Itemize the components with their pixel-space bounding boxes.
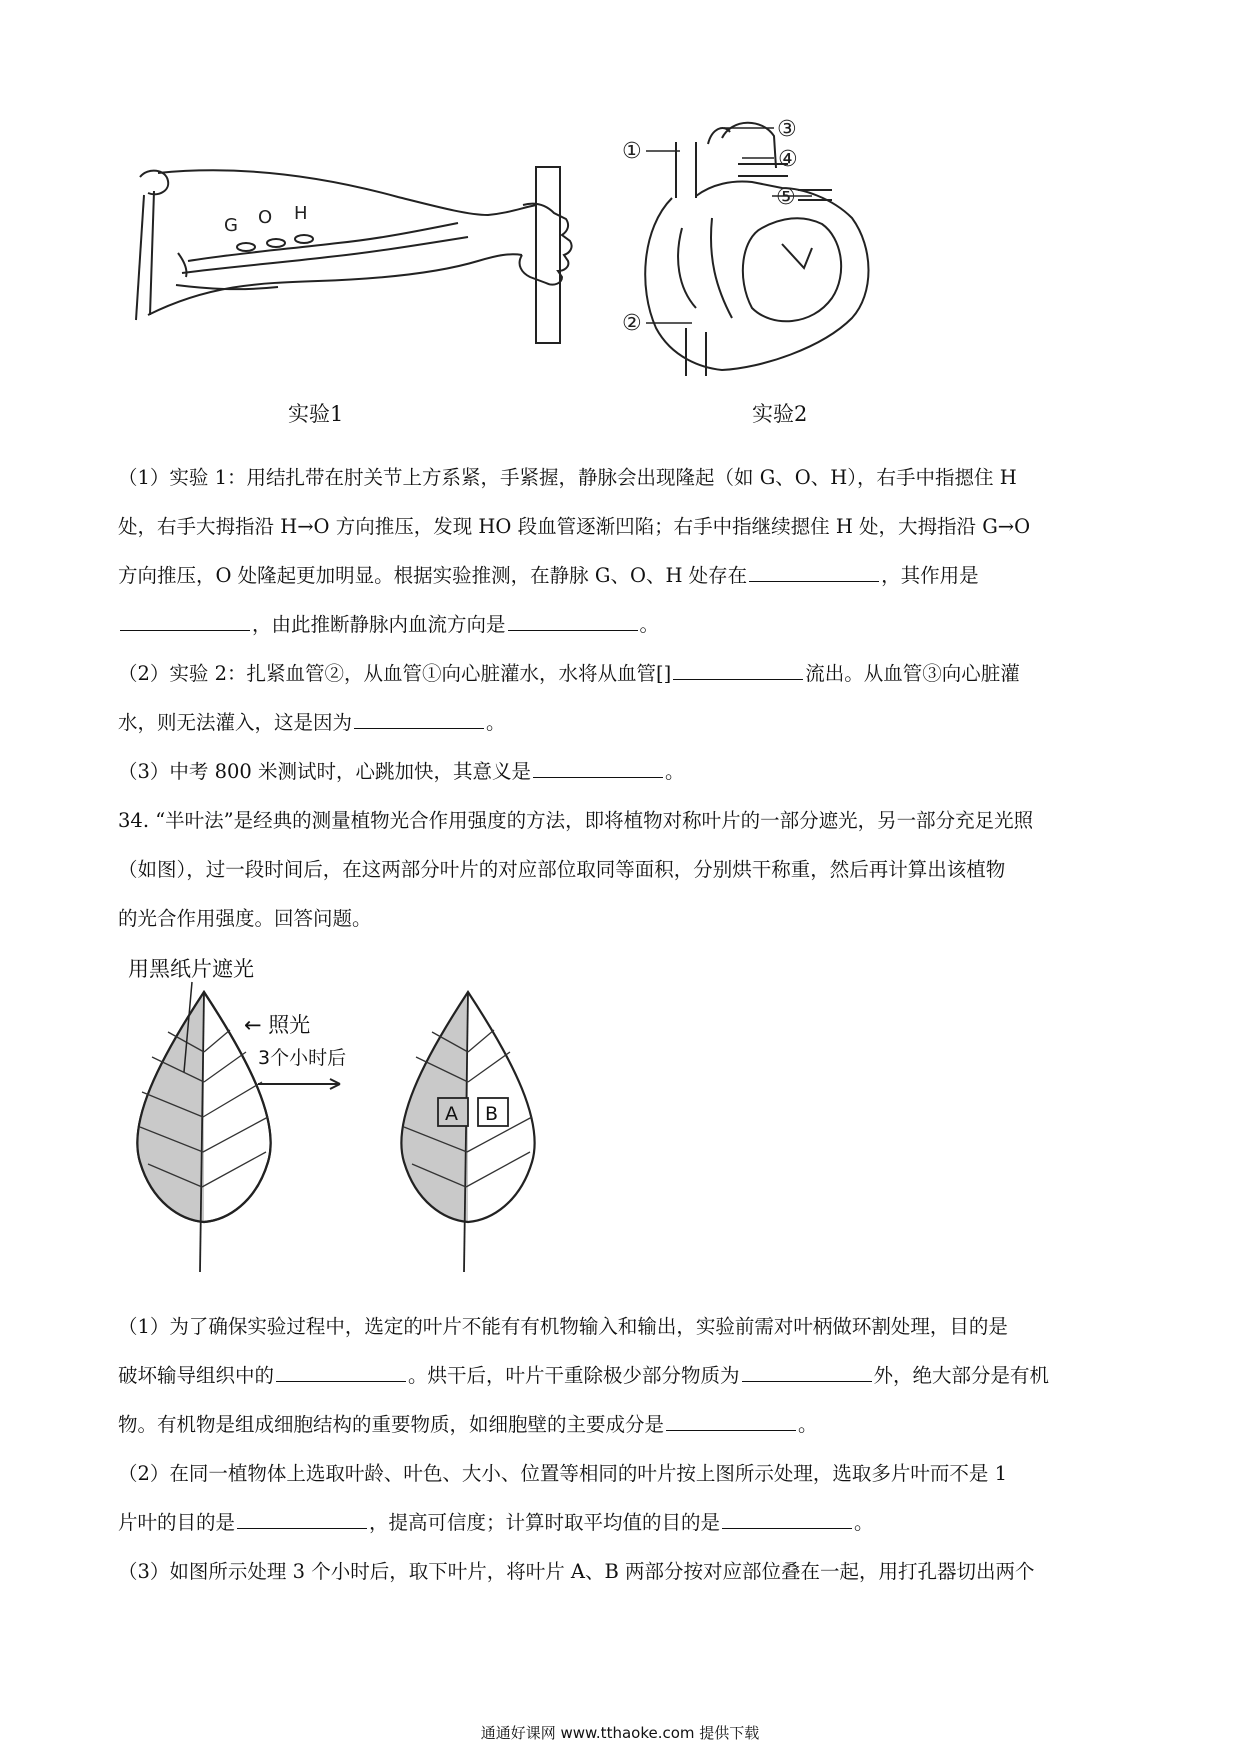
answer-blank[interactable] [354,710,484,729]
heart-label-5: ⑤ [776,185,796,210]
answer-blank[interactable] [742,1363,872,1382]
answer-blank[interactable] [276,1363,406,1382]
answer-blank[interactable] [673,661,803,680]
q33-p1-line4: ，由此推断静脉内血流方向是 。 [118,610,1128,640]
q34-p1-line1: （1）为了确保实验过程中，选定的叶片不能有有机物输入和输出，实验前需对叶柄做环割处理，目的是 [118,1315,1008,1338]
answer-blank[interactable] [533,759,663,778]
exp2-caption: 实验2 [752,402,808,426]
q34-p3-line1: （3）如图所示处理 3 个小时后，取下叶片，将叶片 A、B 两部分按对应部位叠在一起，用打孔器切出两个 [118,1560,1035,1583]
time-label: 3个小时后 [258,1047,347,1069]
heart-figure [612,118,902,388]
box-a-label: A [445,1103,458,1125]
heart-label-2: ② [622,311,642,336]
light-label: ← 照光 [244,1013,311,1037]
q34-intro-line3: 的光合作用强度。回答问题。 [118,907,372,930]
arm-figure [118,165,598,345]
heart-label-4: ④ [778,147,798,172]
q34-intro-line2: （如图），过一段时间后，在这两部分叶片的对应部位取同等面积，分别烘干称重，然后再计算出该植物 [118,858,1006,881]
answer-blank[interactable] [749,563,879,582]
answer-blank[interactable] [508,612,638,631]
vein-label-g: G [224,215,238,236]
heart-label-3: ③ [777,118,797,142]
vein-label-o: O [258,207,273,228]
answer-blank[interactable] [120,612,250,631]
box-b-label: B [485,1103,499,1125]
shade-label: 用黑纸片遮光 [128,957,254,981]
q33-p3-line: （3）中考 800 米测试时，心跳加快，其意义是 。 [118,760,685,783]
answer-blank[interactable] [666,1412,796,1431]
q34-p1-line3: 物。有机物是组成细胞结构的重要物质，如细胞壁的主要成分是 。 [118,1413,818,1436]
q33-p1-line3: 方向推压，O 处隆起更加明显。根据实验推测，在静脉 G、O、H 处存在 ，其作用是 [118,564,979,587]
answer-blank[interactable] [722,1510,852,1529]
vein-label-h: H [294,203,308,224]
q34-p1-line2: 破坏输导组织中的 。烘干后，叶片干重除极少部分物质为 外，绝大部分是有机 [118,1364,1050,1387]
answer-blank[interactable] [237,1510,367,1529]
q33-p1-line2: 处，右手大拇指沿 H→O 方向推压，发现 HO 段血管逐渐凹陷；右手中指继续摁住 H 处，大拇指沿 G→O [118,515,1031,538]
leaf-figure [118,952,538,1292]
q33-p2-line2: 水，则无法灌入，这是因为 。 [118,711,506,734]
exp1-caption: 实验1 [288,402,344,426]
q34-intro-line1: 34. “半叶法”是经典的测量植物光合作用强度的方法，即将植物对称叶片的一部分遮光，另一部分充足光照 [118,809,1034,832]
heart-label-1: ① [622,139,642,164]
q34-p2-line2: 片叶的目的是 ，提高可信度；计算时取平均值的目的是 。 [118,1511,874,1534]
q34-p2-line1: （2）在同一植物体上选取叶龄、叶色、大小、位置等相同的叶片按上图所示处理，选取多片叶而不是 1 [118,1462,1008,1485]
page-footer: 通通好课网 www.tthaoke.com 提供下载 [480,1724,760,1742]
q33-p2-line1: （2）实验 2：扎紧血管②，从血管①向心脏灌水，水将从血管[] 流出。从血管③向心脏灌 [118,662,1020,685]
q33-p1-line1: （1）实验 1：用结扎带在肘关节上方系紧，手紧握，静脉会出现隆起（如 G、O、H），右手中指摁住 H [118,466,1017,489]
